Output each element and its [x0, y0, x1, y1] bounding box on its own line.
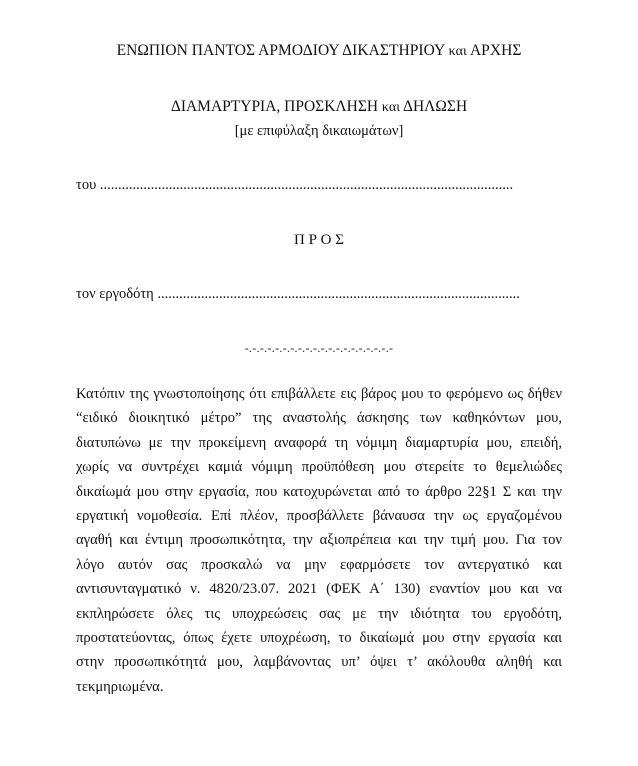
sender-label: του — [76, 177, 97, 193]
body-paragraph — [76, 382, 562, 699]
body-line: “ειδικό διοικητικό μέτρο” της αναστολής άσκησης των καθηκόντων μου, — [76, 410, 562, 427]
court-heading — [0, 42, 638, 60]
document-title-end: ΔΗΛΩΣΗ — [403, 98, 468, 115]
document-title-main: ΔΙΑΜΑΡΤΥΡΙΑ, ΠΡΟΣΚΛΗΣΗ — [170, 98, 379, 115]
body-line: χωρίς να συντρέχει καμιά νόμιμη προϋπόθεση μου στερείτε το θεμελιώδες — [76, 459, 562, 476]
body-line: διατυπώνω με την προκείμενη αναφορά τη νόμιμη διαμαρτυρία μου, επειδή, — [76, 434, 562, 451]
sender-dots: .................................................................................................................. — [99, 177, 514, 193]
body-line: λόγο αυτόν σας προσκαλώ να μην εφαρμόσετε τον αντεργατικό και — [76, 556, 562, 573]
body-line: δικαίωμά μου στην εργασία, που κατοχυρώνεται από το άρθρο 22§1 Σ και την — [76, 483, 562, 500]
document-title-and: και — [381, 100, 400, 115]
employer-dots: .................................................................................................... — [157, 286, 520, 302]
body-line: εκπληρώσετε όλες τις υποχρεώσεις σας με την ιδιότητα του εργοδότη, — [76, 605, 562, 622]
body-line: αντισυνταγματικό ν. 4820/23.07. 2021 (ΦΕΚ Α΄ 130) εναντίον μου και να — [76, 581, 562, 598]
to-heading: Π Ρ Ο Σ — [294, 232, 344, 248]
sender-field — [76, 177, 513, 194]
document-subtitle: [με επιφύλαξη δικαιωμάτων] — [234, 123, 404, 139]
body-line: προστατεύοντας, όπως έχετε υποχρέωση, το δικαίωμά μου στην εργασία και — [76, 630, 562, 647]
section-separator: -.-.-.-.-.-.-.-.-.-.-.-.-.-.-.-.-.-.-.- — [244, 341, 394, 355]
body-line: εργατική νομοθεσία. Επί πλέον, προσβάλλετε βάναυσα την ως εργαζομένου — [76, 508, 562, 525]
employer-label: τον εργοδότη — [76, 286, 154, 302]
body-line: τεκμηριωμένα. — [76, 678, 164, 695]
body-line: αγαθή και έντιμη προσωπικότητα, την αξιοπρέπεια και την τιμή μου. Για τον — [76, 532, 562, 549]
employer-field — [76, 286, 520, 303]
court-heading-end: ΑΡΧΗΣ — [469, 42, 522, 59]
court-heading-main: ΕΝΩΠΙΟΝ ΠΑΝΤΟΣ ΑΡΜΟΔΙΟΥ ΔΙΚΑΣΤΗΡΙΟΥ — [116, 42, 445, 59]
court-heading-and: και — [448, 44, 467, 59]
body-line: στην προσωπικότητά μου, λαμβάνοντας υπ’ όψει τ’ ακόλουθα αληθή και — [76, 654, 562, 671]
body-line: Κατόπιν της γνωστοποίησης ότι επιβάλλετε εις βάρος μου το φερόμενο ως δήθεν — [76, 386, 562, 402]
document-title — [0, 98, 638, 116]
